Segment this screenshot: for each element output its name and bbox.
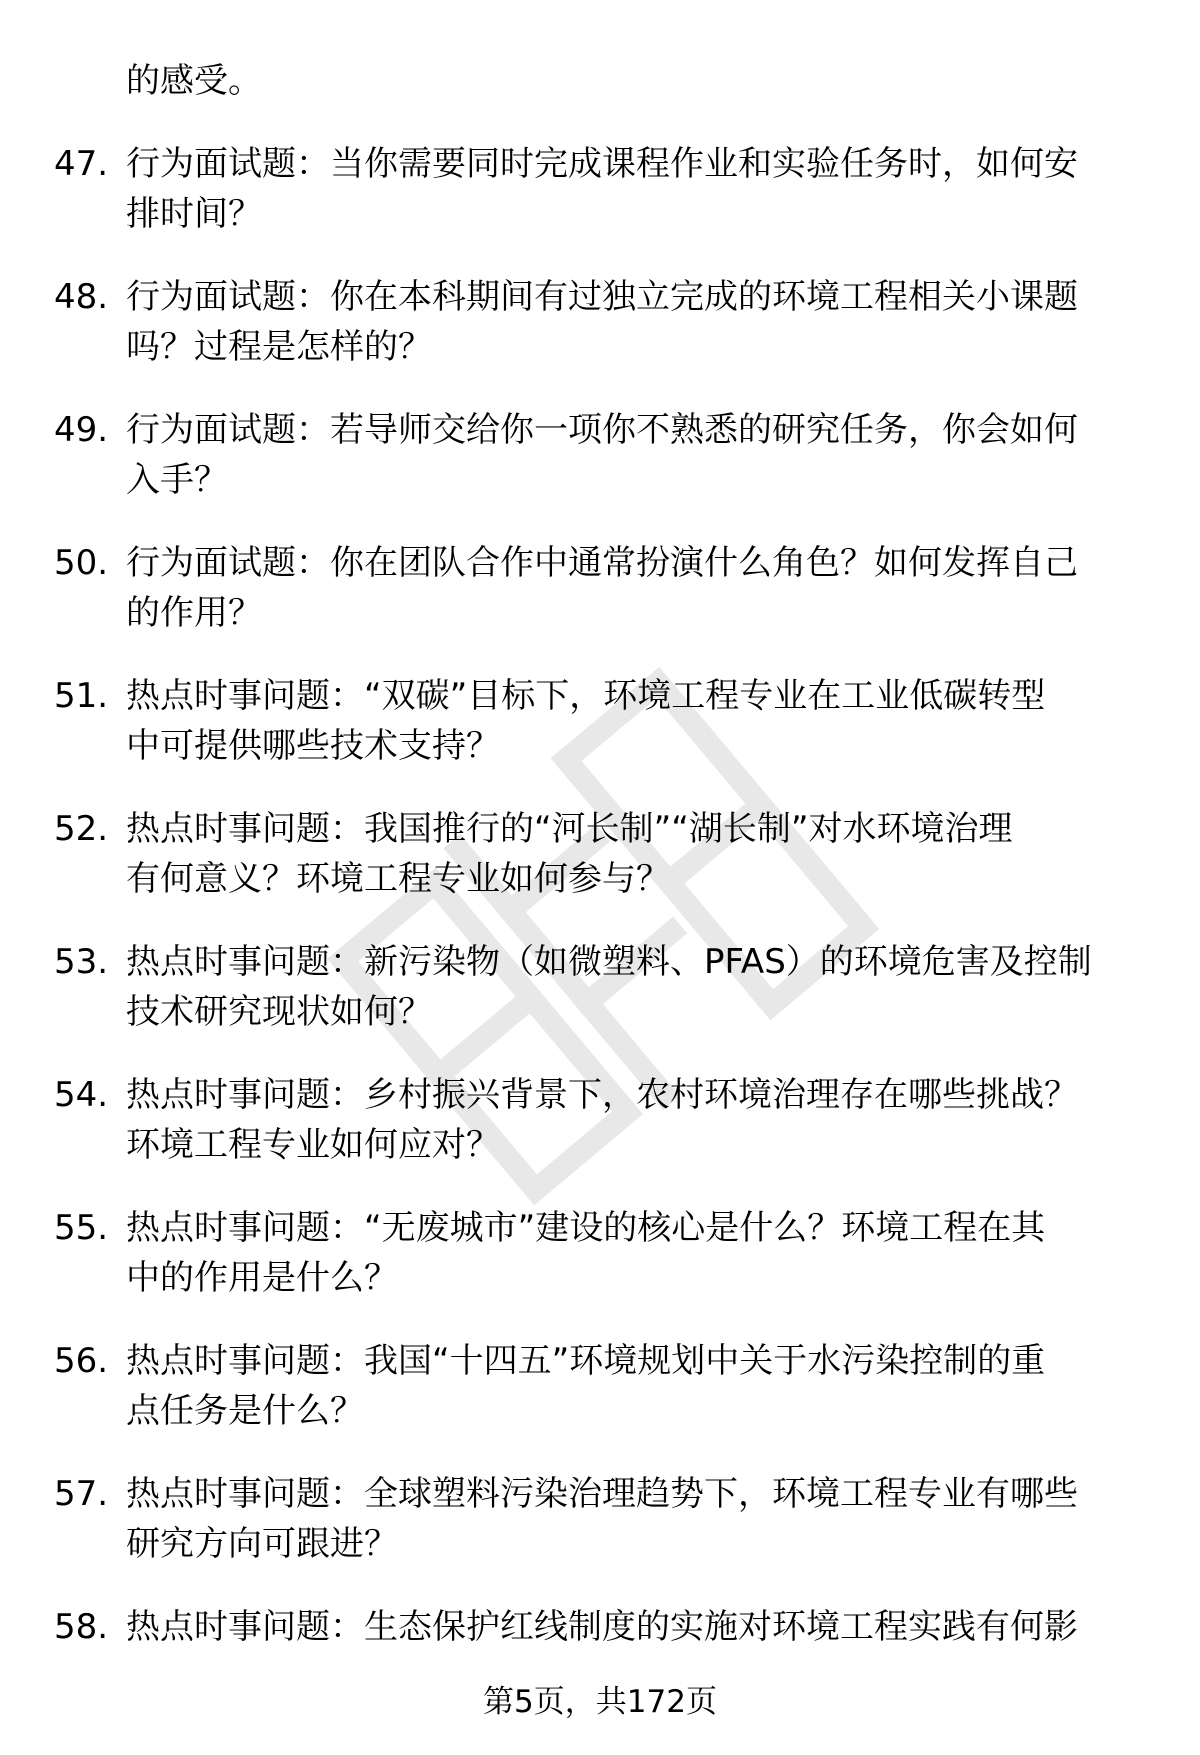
item-number: 47. <box>54 144 109 184</box>
page-footer: 第5页，共172页 <box>483 1684 717 1720</box>
list-item <box>54 272 1154 372</box>
item-number: 52. <box>54 809 109 849</box>
item-number: 54. <box>54 1075 109 1115</box>
item-number: 57. <box>54 1474 109 1514</box>
item-text-line: 入手？ <box>126 460 228 500</box>
item-text <box>126 1602 1136 1652</box>
list-item <box>54 671 1154 771</box>
item-text-line: 有何意义？环境工程专业如何参与？ <box>126 859 670 899</box>
item-text <box>126 405 1136 505</box>
list-item <box>54 1336 1154 1436</box>
question-list <box>54 56 1154 1685</box>
item-text <box>126 538 1136 638</box>
item-text-line: 吗？过程是怎样的？ <box>126 327 432 367</box>
item-number: 55. <box>54 1208 109 1248</box>
item-text-line: 中的作用是什么？ <box>126 1258 398 1298</box>
list-item <box>54 1469 1154 1569</box>
item-number: 51. <box>54 676 109 716</box>
item-text-line: 排时间？ <box>126 194 262 234</box>
item-text-line: 行为面试题：你在团队合作中通常扮演什么角色？如何发挥自己 <box>126 543 1078 583</box>
item-text <box>126 272 1136 372</box>
list-item <box>54 804 1154 904</box>
item-text <box>126 1070 1136 1170</box>
item-number: 50. <box>54 543 109 583</box>
list-item <box>54 139 1154 239</box>
list-item <box>54 538 1154 638</box>
item-text-line: 热点时事问题：我国推行的“河长制”“湖长制”对水环境治理 <box>126 809 1013 849</box>
item-text-line: 热点时事问题：“无废城市”建设的核心是什么？环境工程在其 <box>126 1208 1046 1248</box>
item-number: 48. <box>54 277 109 317</box>
item-text <box>126 1469 1136 1569</box>
item-text-line: 中可提供哪些技术支持？ <box>126 726 500 766</box>
list-item <box>54 1070 1154 1170</box>
item-text-line: 热点时事问题：生态保护红线制度的实施对环境工程实践有何影 <box>126 1607 1078 1647</box>
list-item <box>54 1203 1154 1303</box>
item-text-line: 热点时事问题：我国“十四五”环境规划中关于水污染控制的重 <box>126 1341 1046 1381</box>
item-text-line: 研究方向可跟进？ <box>126 1524 398 1564</box>
item-text-line: 热点时事问题：全球塑料污染治理趋势下，环境工程专业有哪些 <box>126 1474 1078 1514</box>
item-text-line: 热点时事问题：新污染物（如微塑料、PFAS）的环境危害及控制 <box>126 942 1092 982</box>
list-item <box>54 405 1154 505</box>
item-number: 58. <box>54 1607 109 1647</box>
item-number: 53. <box>54 942 109 982</box>
item-text <box>126 1203 1136 1303</box>
item-text <box>126 139 1136 239</box>
item-text-line: 热点时事问题：乡村振兴背景下，农村环境治理存在哪些挑战？ <box>126 1075 1078 1115</box>
item-text-line: 热点时事问题：“双碳”目标下，环境工程专业在工业低碳转型 <box>126 676 1046 716</box>
item-text-line: 行为面试题：若导师交给你一项你不熟悉的研究任务，你会如何 <box>126 410 1078 450</box>
item-text <box>126 804 1136 904</box>
item-text-line: 点任务是什么？ <box>126 1391 364 1431</box>
carry-over-line: 的感受。 <box>126 61 262 101</box>
item-number: 49. <box>54 410 109 450</box>
item-text <box>126 937 1136 1037</box>
item-text-line: 环境工程专业如何应对？ <box>126 1125 500 1165</box>
item-number: 56. <box>54 1341 109 1381</box>
list-item <box>54 1602 1154 1652</box>
list-item <box>54 937 1154 1037</box>
item-text-line: 的作用？ <box>126 593 262 633</box>
item-text <box>126 671 1136 771</box>
item-text <box>126 1336 1136 1436</box>
item-text-line: 行为面试题：你在本科期间有过独立完成的环境工程相关小课题 <box>126 277 1078 317</box>
item-text-line: 技术研究现状如何？ <box>126 992 432 1032</box>
item-text-line: 行为面试题：当你需要同时完成课程作业和实验任务时，如何安 <box>126 144 1078 184</box>
